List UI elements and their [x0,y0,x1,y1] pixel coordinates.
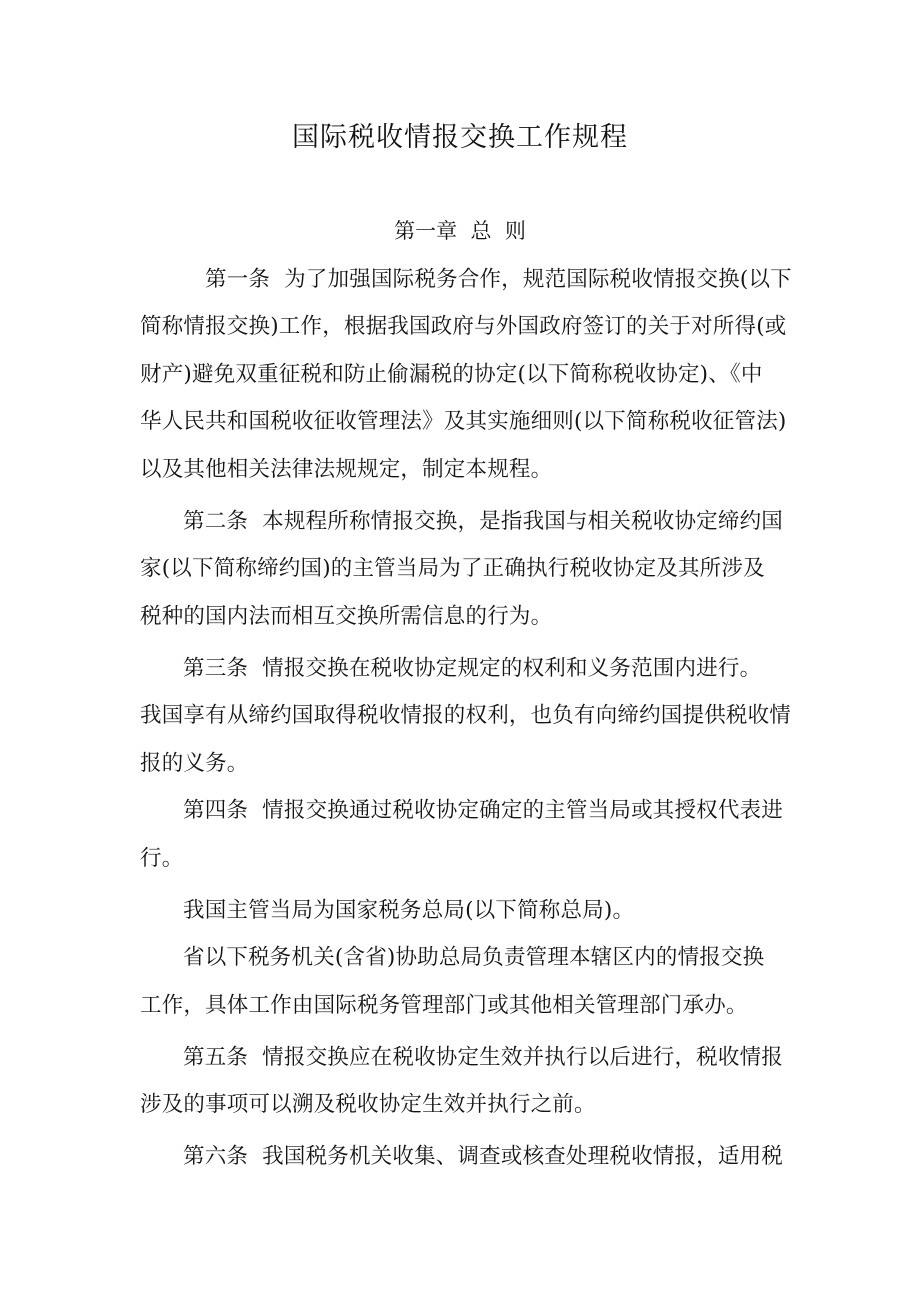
text-line: 涉及的事项可以溯及税收协定生效并执行之前。 [140,1092,596,1117]
text-line: 第三条 情报交换在税收协定规定的权利和义务范围内进行。 [183,656,762,681]
text-line: 第六条 我国税务机关收集、调查或核查处理税收情报，适用税 [183,1144,783,1169]
text-line: 我国主管当局为国家税务总局(以下简称总局)。 [183,898,635,923]
text-line: 工作，具体工作由国际税务管理部门或其他相关管理部门承办。 [140,993,748,1018]
text-line: 财产)避免双重征税和防止偷漏税的协定(以下简称税收协定)、《中 [140,362,763,387]
text-line: 以及其他相关法律法规规定，制定本规程。 [140,457,553,482]
document-title: 国际税收情报交换工作规程 [292,122,628,153]
text-line: 行。 [140,846,184,871]
chapter-heading: 第一章 总 则 [394,219,526,243]
text-line: 第五条 情报交换应在税收协定生效并执行以后进行，税收情报 [183,1045,783,1070]
text-line: 税种的国内法而相互交换所需信息的行为。 [140,604,553,629]
text-line: 报的义务。 [140,751,249,776]
text-line: 省以下税务机关(含省)协助总局负责管理本辖区内的情报交换 [183,945,765,970]
text-line: 第一条 为了加强国际税务合作，规范国际税收情报交换(以下 [205,267,792,292]
text-line: 第四条 情报交换通过税收协定确定的主管当局或其授权代表进 [183,798,783,823]
text-line: 华人民共和国税收征收管理法》及其实施细则(以下简称税收征管法) [140,409,787,434]
text-line: 家(以下简称缔约国)的主管当局为了正确执行税收协定及其所涉及 [140,556,765,581]
text-line: 我国享有从缔约国取得税收情报的权利，也负有向缔约国提供税收情 [140,703,792,728]
text-line: 简称情报交换)工作，根据我国政府与外国政府签订的关于对所得(或 [140,314,787,339]
text-line: 第二条 本规程所称情报交换，是指我国与相关税收协定缔约国 [183,509,783,534]
